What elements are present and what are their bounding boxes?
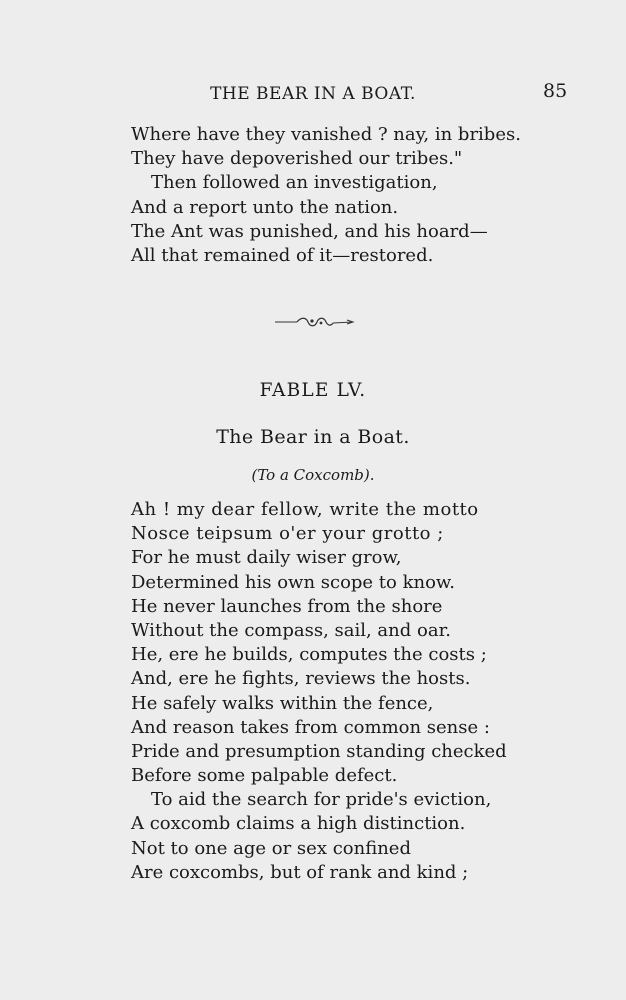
verse-line: Ah ! my dear fellow, write the motto <box>131 499 479 520</box>
fable-title: The Bear in a Boat. <box>216 426 410 448</box>
verse-line: And a report unto the nation. <box>131 196 399 218</box>
running-head: THE BEAR IN A BOAT. <box>210 84 416 104</box>
verse-line: He never launches from the shore <box>131 595 443 617</box>
verse-line: Are coxcombs, but of rank and kind ; <box>131 861 469 883</box>
fable-verse <box>131 498 507 885</box>
verse-line: They have depoverished our tribes." <box>131 148 463 170</box>
page-number: 85 <box>543 80 568 102</box>
verse-line: Without the compass, sail, and oar. <box>131 619 451 641</box>
verse-line: Nosce teipsum o'er your grotto ; <box>131 523 444 545</box>
verse-line: For he must daily wiser grow, <box>131 547 402 569</box>
verse-line: All that remained of it—restored. <box>131 244 434 266</box>
fable-dedication: (To a Coxcomb). <box>251 466 375 484</box>
verse-line: The Ant was punished, and his hoard— <box>131 220 488 242</box>
verse-line: And, ere he fights, reviews the hosts. <box>131 668 471 690</box>
fable-number: FABLE LV. <box>259 380 367 401</box>
verse-line: And reason takes from common sense : <box>131 716 490 738</box>
verse-line: Before some palpable defect. <box>131 765 398 787</box>
verse-line: Determined his own scope to know. <box>131 571 455 593</box>
upper-verse <box>131 123 521 268</box>
verse-line: He safely walks within the fence, <box>131 692 434 714</box>
verse-line: Not to one age or sex confined <box>131 837 411 859</box>
verse-line: Pride and presumption standing checked <box>131 740 507 762</box>
verse-line: A coxcomb claims a high distinction. <box>131 813 466 835</box>
verse-line: He, ere he builds, computes the costs ; <box>131 644 487 666</box>
verse-line: Where have they vanished ? nay, in bribes. <box>131 124 521 145</box>
verse-line: Then followed an investigation, <box>151 172 438 194</box>
verse-line: To aid the search for pride's eviction, <box>151 789 492 811</box>
section-ornament <box>273 314 355 330</box>
